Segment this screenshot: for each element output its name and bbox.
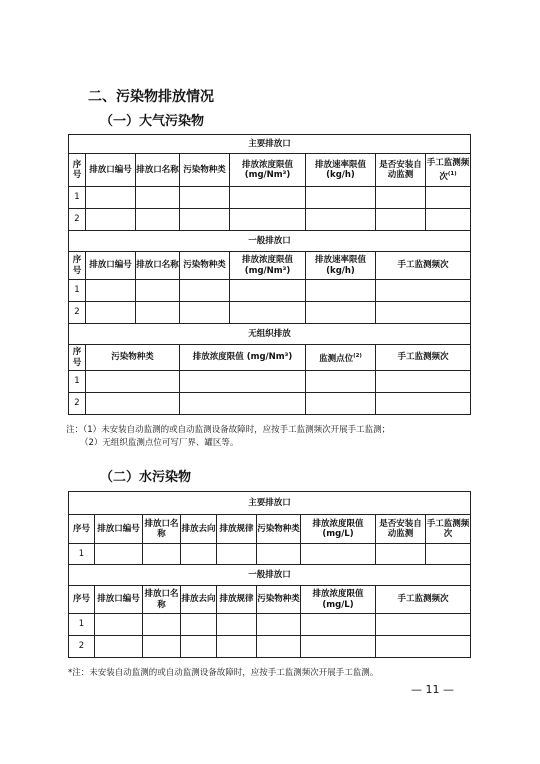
row-number: 1 [69,280,86,302]
table-cell[interactable] [301,544,376,565]
water-main-band [69,492,471,515]
row-number: 1 [69,544,95,565]
table-cell[interactable] [426,187,471,209]
header-discharge-pattern: 排放规律 [217,586,257,614]
header-seq: 序号 [69,252,86,280]
header-manual-frequency: 手工监测频次 [376,586,471,614]
table-cell[interactable] [136,302,180,324]
table-row [69,371,471,393]
table-cell[interactable] [306,209,376,231]
table-cell[interactable] [376,544,426,565]
table-cell[interactable] [230,280,306,302]
table-cell[interactable] [306,280,376,302]
header-manual-frequency: 手工监测频次 [426,515,471,544]
table-row [69,614,471,636]
row-number: 2 [69,209,86,231]
table-cell[interactable] [257,544,301,565]
header-outlet-name: 排放口名称 [136,154,180,187]
table-row [69,187,471,209]
table-row [69,280,471,302]
header-discharge-destination: 排放去向 [181,586,217,614]
table-row [69,544,471,565]
header-discharge-destination: 排放去向 [181,515,217,544]
header-discharge-pattern: 排放规律 [217,515,257,544]
table-row [69,302,471,324]
table-cell[interactable] [376,371,471,393]
table-cell[interactable] [136,187,180,209]
header-outlet-id: 排放口编号 [95,586,143,614]
water-general-label: 一般排放口 [69,565,471,586]
header-concentration-limit: 排放浓度限值(mg/L) [301,515,376,544]
table-cell[interactable] [376,187,426,209]
header-pollutant-type: 污染物种类 [86,345,180,371]
header-outlet-name: 排放口名称 [143,586,181,614]
table-row [69,393,471,415]
table-cell[interactable] [257,614,301,636]
table-cell[interactable] [306,187,376,209]
header-outlet-name: 排放口名称 [136,252,180,280]
header-concentration-limit: 排放浓度限值(mg/Nm³) [230,154,306,187]
table-cell[interactable] [86,302,136,324]
table-cell[interactable] [306,393,376,415]
air-fugitive-label: 无组织排放 [69,324,471,345]
header-outlet-name: 排放口名称 [143,515,181,544]
header-outlet-id: 排放口编号 [86,154,136,187]
air-pollutants-table [68,134,471,415]
table-cell[interactable] [426,209,471,231]
table-cell[interactable] [376,636,471,658]
header-rate-limit: 排放速率限值(kg/h) [306,154,376,187]
air-general-label: 一般排放口 [69,231,471,252]
table-cell[interactable] [143,614,181,636]
header-rate-limit: 排放速率限值(kg/h) [306,252,376,280]
table-cell[interactable] [180,302,230,324]
header-manual-frequency: 手工监测频次$^{(1)}$ [426,154,471,187]
table-cell[interactable] [180,371,306,393]
air-fugitive-band [69,324,471,345]
table-cell[interactable] [376,614,471,636]
table-cell[interactable] [181,636,217,658]
water-general-band [69,565,471,586]
note-1: （1）未安装自动监测的或自动监测设备故障时，应按手工监测频次开展手工监测； [83,425,391,435]
table-cell[interactable] [180,393,306,415]
air-pollutants-title: （一）大气污染物 [100,114,205,129]
table-cell[interactable] [180,187,230,209]
table-cell[interactable] [86,393,180,415]
section-title: 二、污染物排放情况 [88,89,214,105]
table-cell[interactable] [136,280,180,302]
table-cell[interactable] [376,209,426,231]
water-main-header-row [69,515,471,544]
table-cell[interactable] [301,636,376,658]
table-cell[interactable] [86,280,136,302]
water-note: *注：未安装自动监测的或自动监测设备故障时，应按手工监测频次开展手工监测。 [68,668,379,678]
air-main-label: 主要排放口 [69,135,471,154]
water-pollutants-title: （二）水污染物 [100,470,192,485]
row-number: 1 [69,371,86,393]
table-cell[interactable] [230,187,306,209]
header-monitoring-point: 监测点位$^{(2)}$ [306,345,376,371]
table-cell[interactable] [217,614,257,636]
header-seq: 序号 [69,345,86,371]
header-manual-frequency: 手工监测频次 [376,345,471,371]
water-main-label: 主要排放口 [69,492,471,515]
header-concentration-limit: 排放浓度限值(mg/L) [301,586,376,614]
table-cell[interactable] [143,544,181,565]
header-pollutant-type: 污染物种类 [257,586,301,614]
table-cell[interactable] [143,636,181,658]
header-concentration-limit: 排放浓度限值(mg/Nm³) [230,252,306,280]
table-cell[interactable] [217,636,257,658]
header-seq: 序号 [69,154,86,187]
header-concentration-limit: 排放浓度限值 (mg/Nm³) [180,345,306,371]
table-cell[interactable] [230,209,306,231]
table-cell[interactable] [181,614,217,636]
table-cell[interactable] [136,209,180,231]
table-cell[interactable] [86,187,136,209]
table-cell[interactable] [86,209,136,231]
table-cell[interactable] [230,302,306,324]
header-auto-monitoring: 是否安装自动监测 [376,154,426,187]
water-general-header-row [69,586,471,614]
table-cell[interactable] [306,371,376,393]
table-cell[interactable] [180,280,230,302]
table-cell[interactable] [426,544,471,565]
table-cell[interactable] [306,302,376,324]
header-manual-frequency: 手工监测频次 [376,252,471,280]
air-notes [66,424,390,436]
table-cell[interactable] [376,280,471,302]
table-cell[interactable] [257,636,301,658]
note-ref-2: (2) [353,352,362,359]
table-cell[interactable] [376,393,471,415]
row-number: 1 [69,614,95,636]
table-cell[interactable] [95,636,143,658]
page-number: — 11 — [411,683,454,696]
header-outlet-id: 排放口编号 [86,252,136,280]
header-pollutant-type: 污染物种类 [180,154,230,187]
row-number: 2 [69,636,95,658]
air-general-band [69,231,471,252]
header-pollutant-type: 污染物种类 [257,515,301,544]
row-number: 2 [69,393,86,415]
table-cell[interactable] [86,371,180,393]
header-outlet-id: 排放口编号 [95,515,143,544]
table-cell[interactable] [95,544,143,565]
water-pollutants-table [68,491,471,658]
row-number: 2 [69,302,86,324]
notes-lead: 注： [66,425,84,435]
table-cell[interactable] [376,302,471,324]
row-number: 1 [69,187,86,209]
table-cell[interactable] [95,614,143,636]
table-row [69,209,471,231]
header-auto-monitoring: 是否安装自动监测 [376,515,426,544]
header-seq: 序号 [69,586,95,614]
table-cell[interactable] [180,209,230,231]
air-fugitive-header-row [69,345,471,371]
header-seq: 序号 [69,515,95,544]
air-main-band [69,135,471,154]
table-cell[interactable] [181,544,217,565]
air-main-header-row [69,154,471,187]
note-ref-1: (1) [447,170,457,177]
header-pollutant-type: 污染物种类 [180,252,230,280]
table-cell[interactable] [217,544,257,565]
air-general-header-row [69,252,471,280]
table-cell[interactable] [301,614,376,636]
table-row [69,636,471,658]
note-2: （2）无组织监测点位可写厂界、罐区等。 [80,438,239,448]
